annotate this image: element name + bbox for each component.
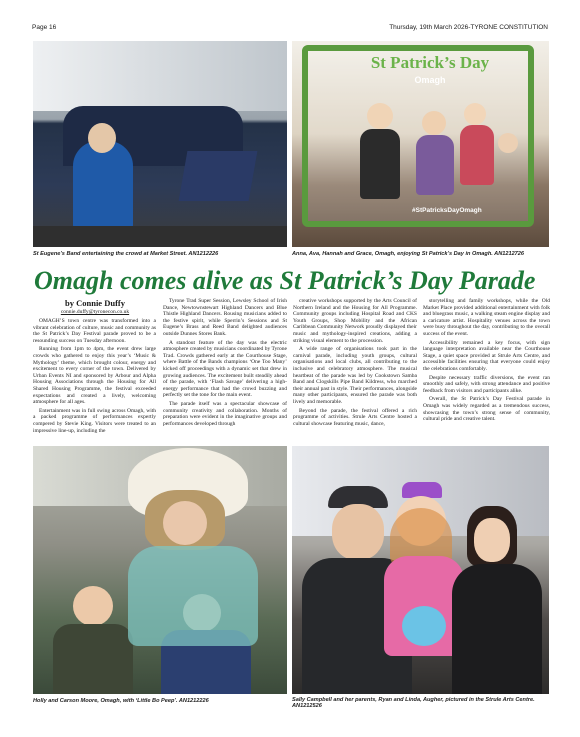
article-column-3 [293,298,417,429]
paragraph: A wide range of organisations took part in the carnival parade, including youth groups, cultural organisations and local clubs, all contributing to the inclusive and celebratory atmosphere. The musical heartbeat of the parade was led by Cookstown Samba Band and Clogskills Pipe Band Kildress, who marched their annual past in style. Their performances, alongside many other participants, ensured the parade was both lively and memorable. [293,346,417,405]
paragraph: The parade itself was a spectacular showcase of community creativity and collaboration. Months of preparation were evident in the imaginative groups and performances developed through [163,400,287,427]
children-caption: Anna, Ava, Hannah and Grace, Omagh, enjoying St Patrick’s Day in Omagh. AN1212726 [292,251,525,257]
paragraph: Tyrone Trad Super Session, Lewsley School of Irish Dance, Newtownstewart Highland Dancers and Blue Thistle Highland Dancers. Rousing musicians added to the festive spirit, while Sperrin’s Sessions and St Eugene’s Brass and Reed Band delighted audiences outside Dunnes Stores Bank. [163,298,287,337]
page-header [32,24,548,36]
band-caption: St Eugene’s Band entertaining the crowd at Market Street. AN1212226 [33,251,219,257]
article-column-1 [33,318,156,436]
paragraph: Despite necessary traffic diversions, the event ran smoothly and safely, with strong attendance and positive feedback from visitors and participants alike. [423,374,550,394]
banner-sub: Omagh [414,75,446,85]
sally-photo [292,446,549,694]
banner-hashtag: #StPatricksDayOmagh [412,207,482,214]
paragraph: OMAGH’S town centre was transformed into a vibrant celebration of culture, music and community as the St Patrick’s Day Festival parade proved to be a resounding success on Tuesday afternoon. [33,318,156,344]
paragraph: storytelling and family workshops, while the Old Market Place provided additional entertainment with folk and bluegrass music, a walking steam engine display and a caricature artist. Hospitality venues across the town were busy throughout the day, contributing to the overall success of the event. [423,298,550,337]
page-number: Page 16 [32,24,57,31]
paragraph: A standout feature of the day was the electric atmosphere created by musicians coordinated by Tyrone Trad. Crowds gathered early at the Courthouse Stage, where Battle of the Bands champions ‘One Too Many’ kicked off proceedings with a dynamic set that drew in growing audiences. The excitement built steadily ahead of the parade, with ‘Flash Savage’ delivering a high-energy performance that had the crowd buzzing and perfectly set the tone for the main event. [163,339,287,399]
article-headline: Omagh comes alive as St Patrick’s Day Parade [34,266,536,295]
moore-caption: Holly and Carson Moore, Omagh, with ‘Little Bo Peep’. AN1212226 [33,698,209,704]
moore-photo [33,446,287,694]
article-column-4 [423,298,550,425]
paragraph: Running from 1pm to 4pm, the event drew large crowds who gathered to enjoy this year’s ‘Music & Mythology’ theme, which brought colour, energy and excitement to every corner of the town. Delivered by Urban Events NI and sponsored by Arbour and Alpha Housing Associations through the Housing for All Shared Housing Programme, the festival exceeded expectations and created a lively, welcoming atmosphere for all ages. [33,346,156,406]
banner-title: St Patrick’s Day [370,53,490,72]
byline: by Connie Duffy [65,298,125,308]
paragraph: creative workshops supported by the Arts Council of Northern Ireland and the Housing for All Programme. Community groups including Hospital Road and CKS Youth Groups, Shop Mobility and the African Caribbean Community Network proudly displayed their music and mythology-inspired creations, adding a striking visual element to the procession. [293,298,417,344]
band-photo [33,41,287,247]
author-email[interactable]: connie.duffy@tyronecon.co.uk [60,309,130,315]
sally-caption: Sally Campbell and her parents, Ryan and Linda, Augher, pictured in the Strule Arts Centre. AN1212526 [292,697,535,710]
children-photo [292,41,549,247]
paragraph: Overall, the St Patrick’s Day Festival parade in Omagh was widely regarded as a tremendous success, showcasing the town’s strong sense of community, cultural pride and creative talent. [423,396,550,423]
article-column-2 [163,298,287,429]
paragraph: Beyond the parade, the festival offered a rich programme of activities. Strule Arts Centre hosted a cultural showcase featuring music, dance, [293,407,417,427]
paragraph: Entertainment was in full swing across Omagh, with a packed programme of performances expertly compered by Stevie King. Visitors were treated to an impressive line-up, including the [33,407,156,434]
dateline: Thursday, 19th March 2026-TYRONE CONSTITUTION [389,24,548,31]
paragraph: Accessibility remained a key focus, with sign language interpretation available near the Courthouse Stage, a quiet space provided at Strule Arts Centre, and accessible facilities ensuring that everyone could enjoy the celebrations comfortably. [423,339,550,372]
